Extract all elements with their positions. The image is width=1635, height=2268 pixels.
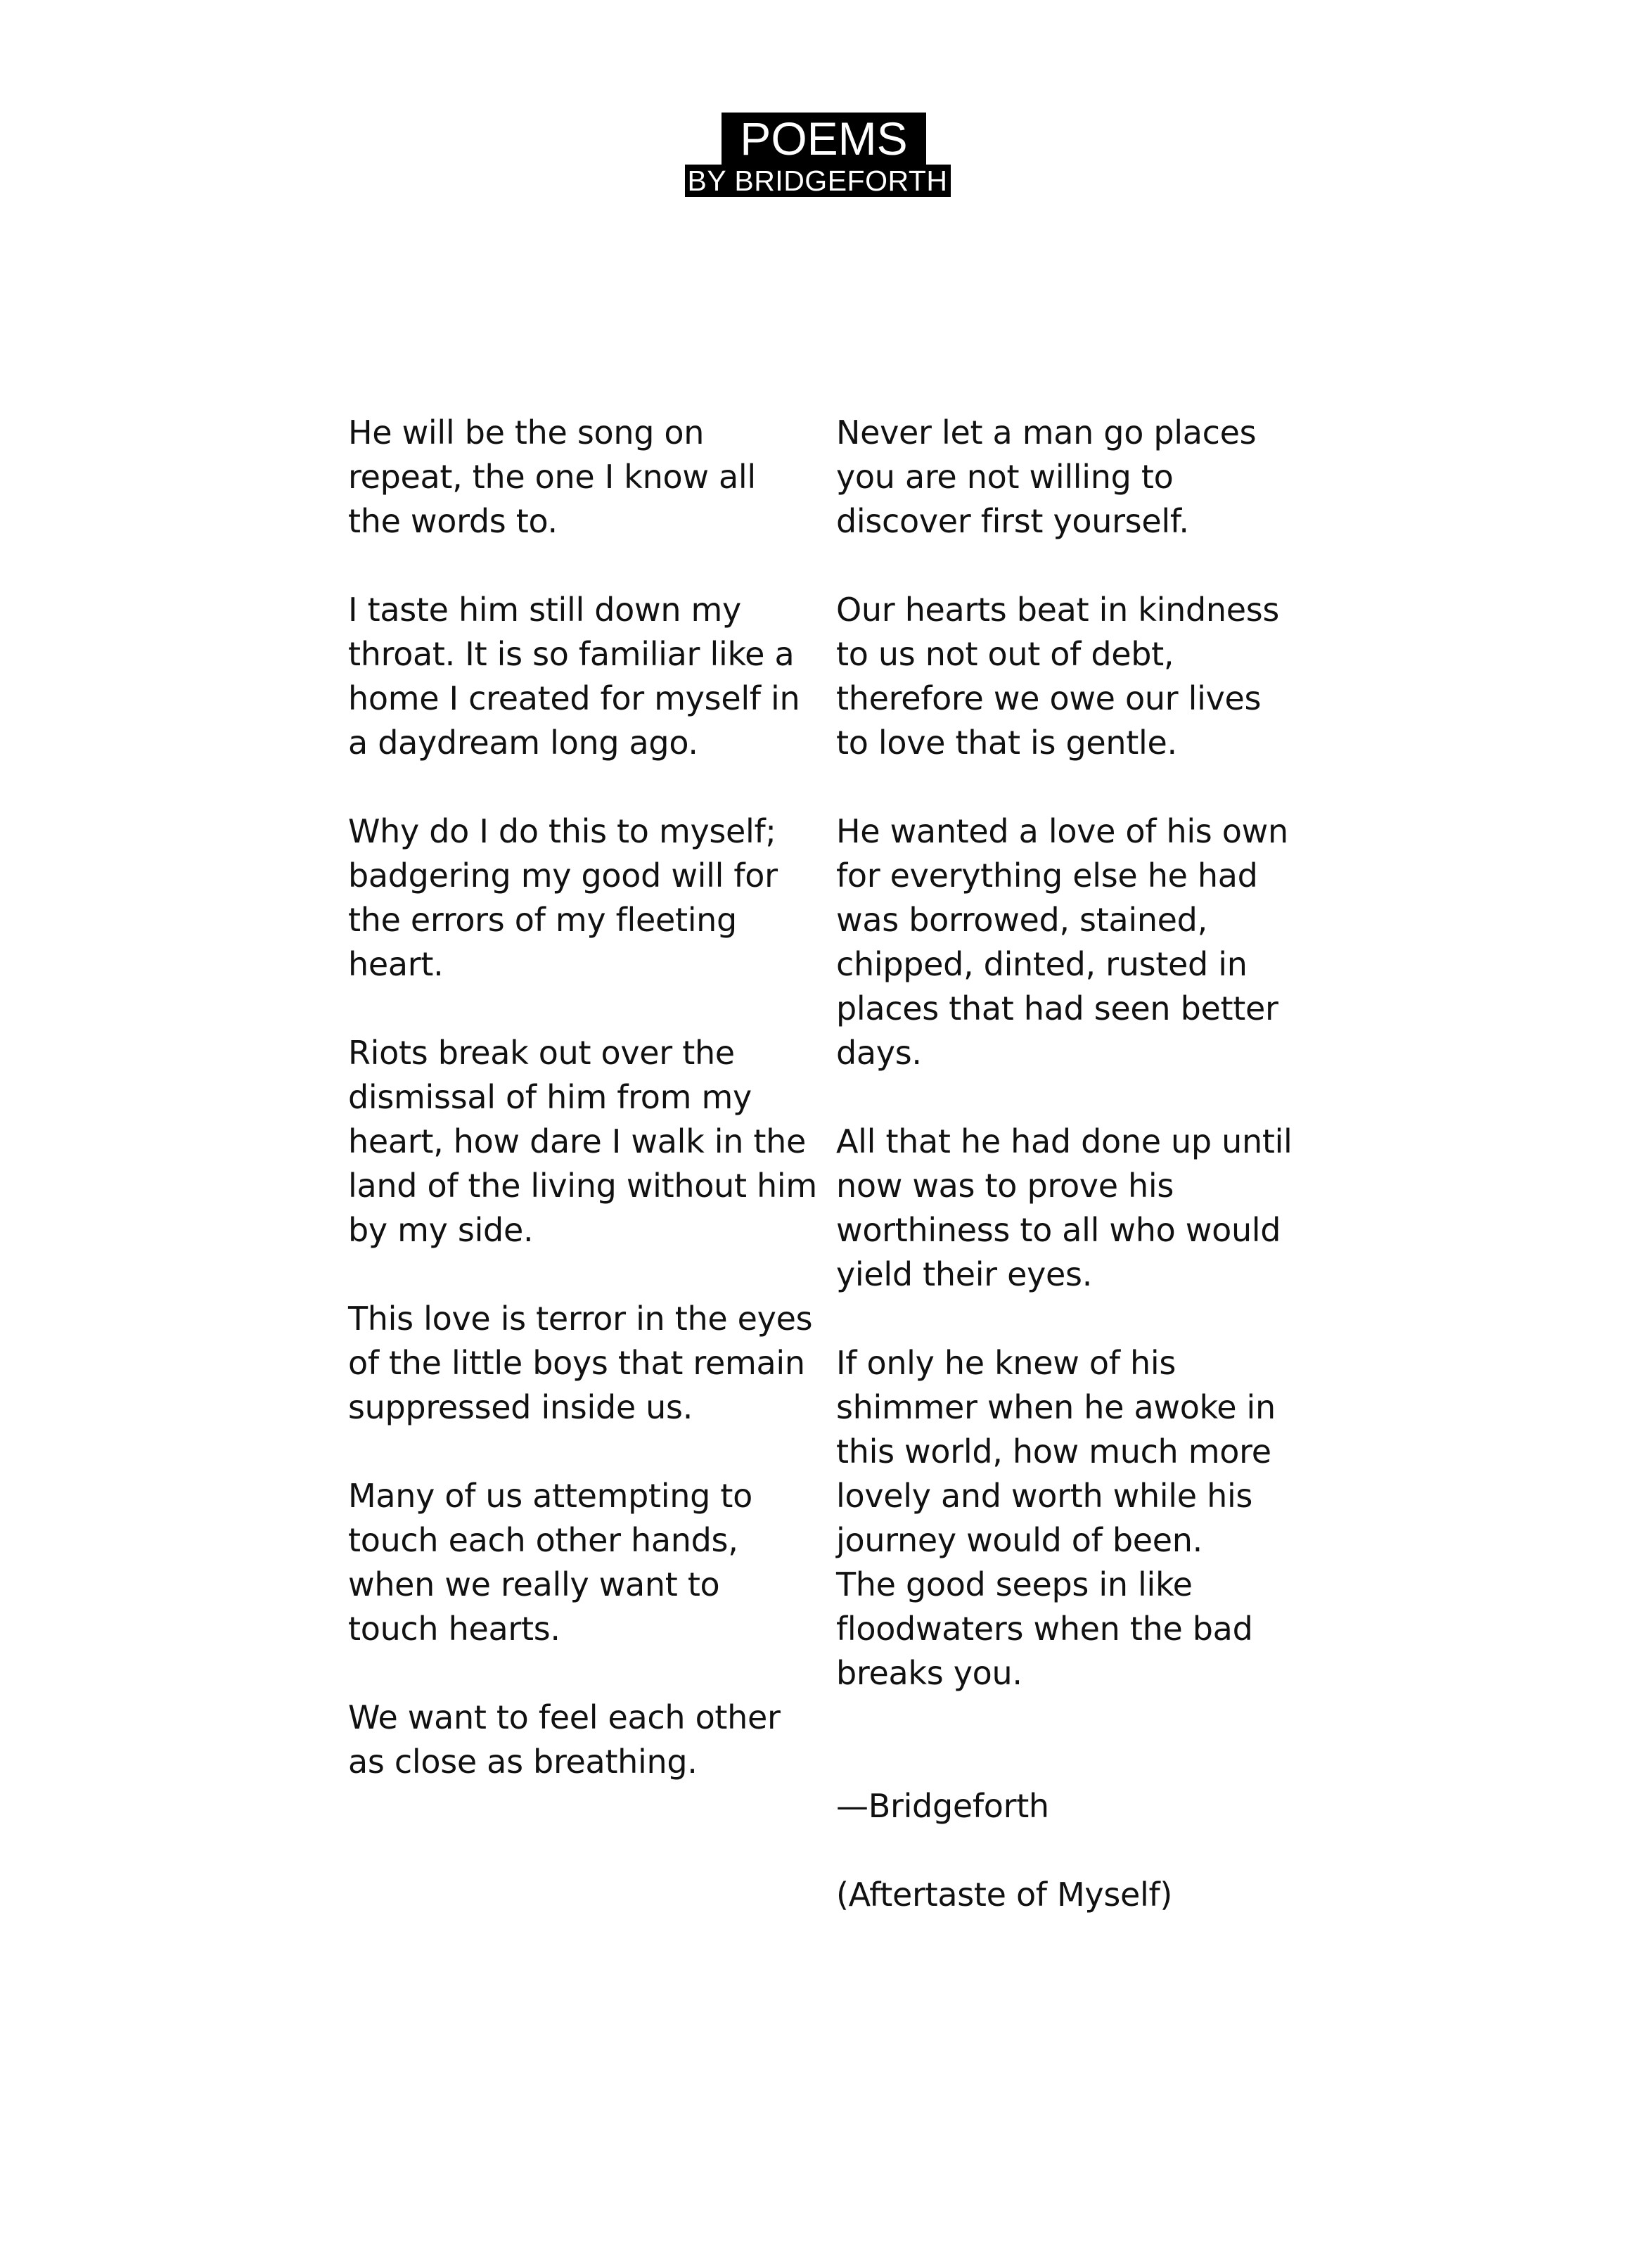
- stanza: Many of us attempting to touch each other hands, when we really want to touch hearts.: [348, 1477, 752, 1648]
- stanza: Riots break out over the dismissal of him from my heart, how dare I walk in the land of the living without him by my side.: [348, 1034, 817, 1249]
- stanza: He wanted a love of his own for everything else he had was borrowed, stained, chipped, dinted, rusted in places that had seen better days.: [836, 812, 1288, 1072]
- stanza: He will be the song on repeat, the one I know all the words to.: [348, 414, 756, 540]
- poem-column-left: [348, 411, 826, 1828]
- stanza: Never let a man go places you are not willing to discover first yourself.: [836, 414, 1257, 540]
- stanza: All that he had done up until now was to prove his worthiness to all who would yield their eyes.: [836, 1122, 1293, 1293]
- stanza: The good seeps in like floodwaters when the bad breaks you.: [836, 1565, 1253, 1692]
- page-header: [0, 113, 1635, 197]
- signature-author: —Bridgeforth: [836, 1787, 1049, 1825]
- stanza: This love is terror in the eyes of the little boys that remain suppressed inside us.: [348, 1300, 813, 1426]
- stanza: Why do I do this to myself; badgering my good will for the errors of my fleeting heart.: [348, 812, 778, 983]
- signature: [836, 1740, 1328, 1961]
- stanza: Our hearts beat in kindness to us not out of debt, therefore we owe our lives to love that is gentle.: [836, 591, 1280, 762]
- page-title: POEMS: [722, 113, 925, 165]
- signature-source: (Aftertaste of Myself): [836, 1876, 1173, 1914]
- poem-column-right: [836, 411, 1328, 1961]
- stanza: I taste him still down my throat. It is so familiar like a home I created for myself in a daydream long ago.: [348, 591, 800, 762]
- stanza: If only he knew of his shimmer when he awoke in this world, how much more lovely and worth while his journey would of been.: [836, 1344, 1276, 1559]
- page-subtitle: BY BRIDGEFORTH: [685, 165, 951, 197]
- stanza: We want to feel each other as close as breathing.: [348, 1698, 781, 1781]
